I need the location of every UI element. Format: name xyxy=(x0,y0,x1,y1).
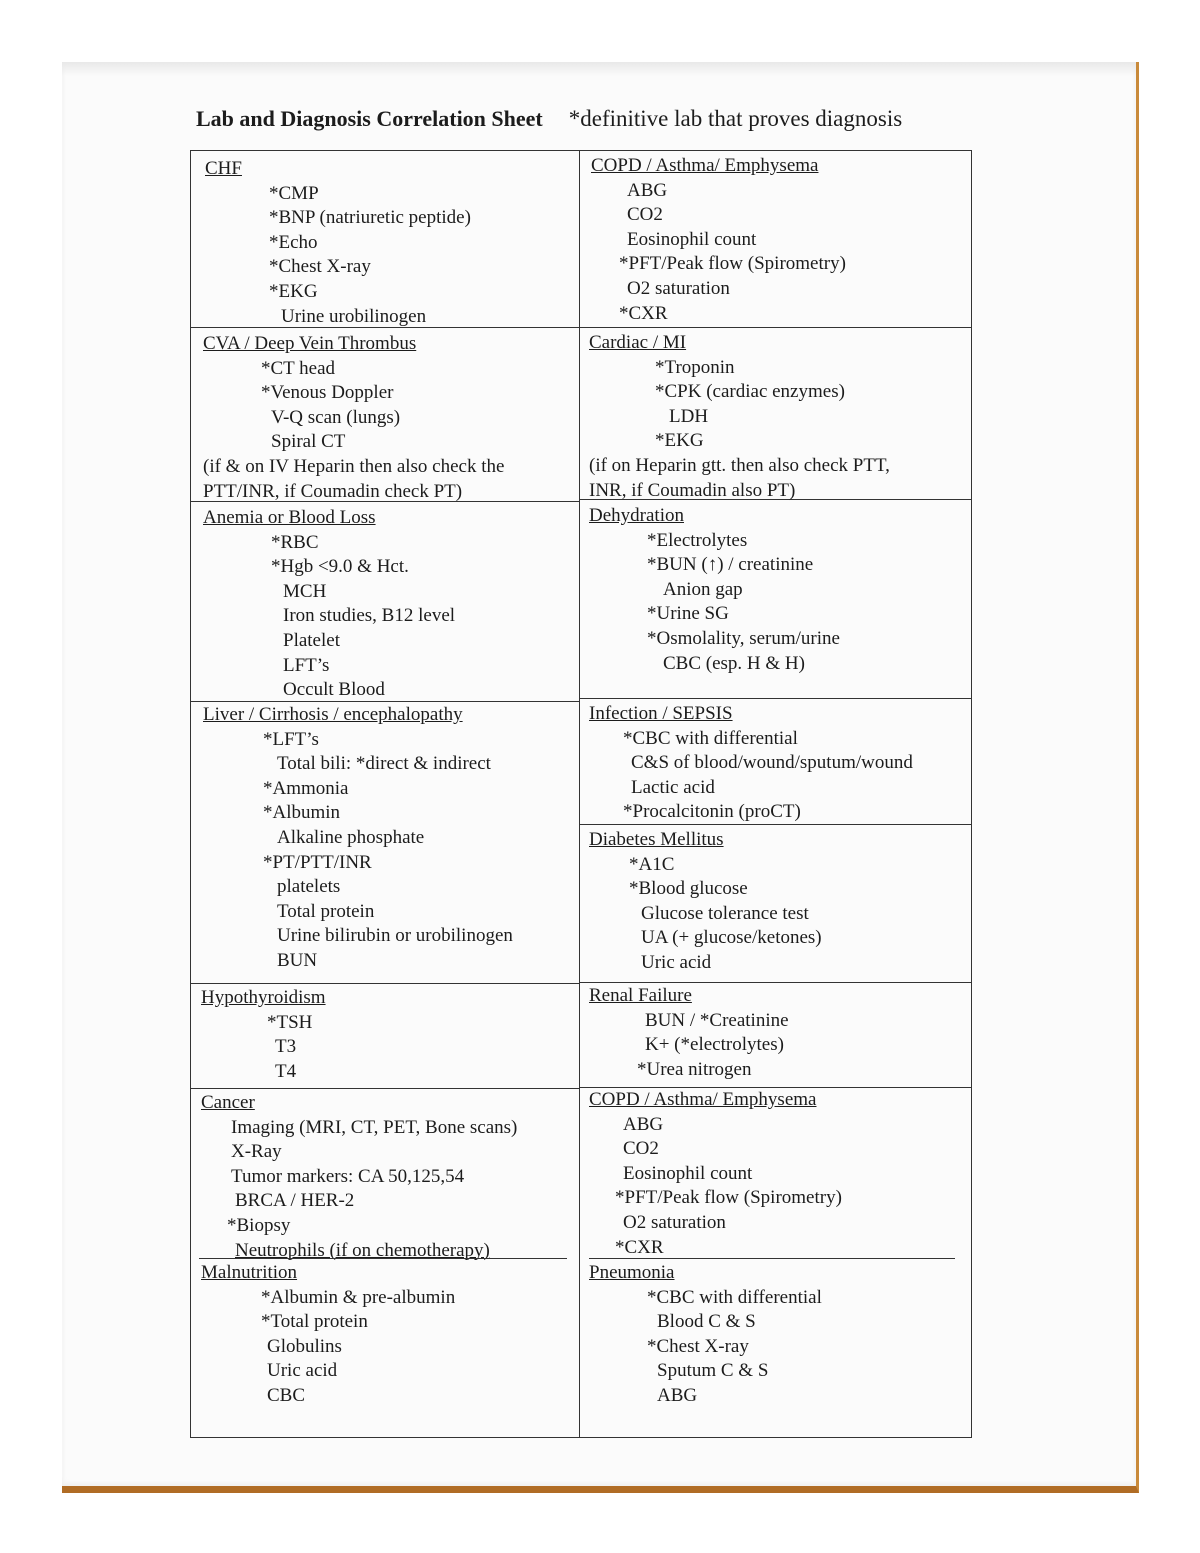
lab-item: Uric acid xyxy=(267,1360,338,1382)
lab-item: *A1C xyxy=(629,853,675,875)
paper-top-edge xyxy=(62,62,1136,76)
lab-item: *CPK (cardiac enzymes) xyxy=(655,381,845,403)
lab-item: *EKG xyxy=(655,430,704,452)
lab-item: Urine urobilinogen xyxy=(281,305,427,327)
lab-item: LDH xyxy=(669,405,709,427)
lab-item: *TSH xyxy=(267,1011,313,1033)
lab-item: *Electrolytes xyxy=(647,529,748,551)
section-heading: CHF xyxy=(205,158,242,179)
lab-item: *Chest X-ray xyxy=(269,256,371,278)
row-divider xyxy=(579,327,971,328)
section-copd-2 xyxy=(589,1088,842,1260)
lab-item: BUN xyxy=(277,949,318,971)
lab-item: *PT/PTT/INR xyxy=(263,851,372,873)
section-liver xyxy=(203,703,513,974)
lab-item: *Venous Doppler xyxy=(261,382,394,404)
lab-item: *Echo xyxy=(269,231,318,253)
lab-item: O2 saturation xyxy=(623,1211,726,1233)
section-infection xyxy=(589,702,913,825)
section-note: INR, if Coumadin also PT) xyxy=(589,479,796,501)
column-divider xyxy=(579,151,580,1437)
lab-item: *PFT/Peak flow (Spirometry) xyxy=(615,1187,842,1209)
section-heading: Cancer xyxy=(201,1092,255,1113)
lab-item: Platelet xyxy=(283,629,340,651)
section-heading: COPD / Asthma/ Emphysema xyxy=(591,155,819,176)
section-note: (if & on IV Heparin then also check the xyxy=(203,455,505,477)
header xyxy=(196,106,976,138)
lab-item: Total protein xyxy=(277,900,375,922)
section-cancer xyxy=(201,1091,517,1263)
section-copd-1 xyxy=(591,154,846,326)
lab-item: *RBC xyxy=(271,531,319,553)
lab-item: Occult Blood xyxy=(283,679,385,701)
lab-item: K+ (*electrolytes) xyxy=(645,1034,784,1056)
lab-item: Blood C & S xyxy=(657,1311,756,1333)
lab-item: Lactic acid xyxy=(631,776,715,798)
lab-item: Spiral CT xyxy=(271,431,346,453)
lab-item: *Chest X-ray xyxy=(647,1335,749,1357)
lab-item: *Blood glucose xyxy=(629,878,748,900)
section-chf xyxy=(205,157,471,329)
lab-item: V-Q scan (lungs) xyxy=(271,406,401,428)
lab-item: *BNP (natriuretic peptide) xyxy=(269,207,471,229)
lab-item: *EKG xyxy=(269,280,318,302)
section-renal xyxy=(589,984,789,1082)
section-heading: Anemia or Blood Loss xyxy=(203,507,376,528)
lab-item: *CMP xyxy=(269,182,319,204)
lab-item: Neutrophils (if on chemotherapy) xyxy=(235,1239,490,1261)
section-separator xyxy=(589,1258,955,1259)
lab-item: Alkaline phosphate xyxy=(277,826,425,848)
lab-item: *PFT/Peak flow (Spirometry) xyxy=(619,253,846,275)
section-heading: Hypothyroidism xyxy=(201,987,326,1008)
section-anemia xyxy=(203,506,455,703)
lab-item: CBC (esp. H & H) xyxy=(663,652,805,674)
lab-item: *Troponin xyxy=(655,356,735,378)
lab-item: *LFT’s xyxy=(263,728,319,750)
section-cardiac xyxy=(589,331,890,503)
section-heading: Cardiac / MI xyxy=(589,332,687,353)
page-subtitle: *definitive lab that proves diagnosis xyxy=(568,106,903,131)
lab-item: *Albumin xyxy=(263,802,341,824)
row-divider xyxy=(191,1088,579,1089)
section-note: (if on Heparin gtt. then also check PTT, xyxy=(589,454,890,476)
section-heading: Dehydration xyxy=(589,505,684,526)
lab-item: ABG xyxy=(627,179,668,201)
section-heading: Malnutrition xyxy=(201,1262,298,1283)
lab-item: MCH xyxy=(283,580,327,602)
lab-item: Globulins xyxy=(267,1335,342,1357)
lab-item: *CBC with differential xyxy=(647,1286,822,1308)
lab-item: Eosinophil count xyxy=(627,228,757,250)
lab-item: Uric acid xyxy=(641,951,712,973)
lab-item: *Hgb <9.0 & Hct. xyxy=(271,556,409,578)
lab-item: LFT’s xyxy=(283,654,330,676)
lab-item: BRCA / HER-2 xyxy=(235,1190,355,1212)
lab-item: platelets xyxy=(277,876,341,898)
lab-item: *Osmolality, serum/urine xyxy=(647,627,840,649)
lab-item: Urine bilirubin or urobilinogen xyxy=(277,925,513,947)
lab-item: ABG xyxy=(657,1384,698,1406)
row-divider xyxy=(579,698,971,699)
lab-item: Sputum C & S xyxy=(657,1360,769,1382)
section-cva xyxy=(203,332,504,504)
lab-item: C&S of blood/wound/sputum/wound xyxy=(631,752,913,774)
lab-item: Iron studies, B12 level xyxy=(283,605,456,627)
lab-item: T4 xyxy=(275,1060,297,1082)
lab-item: UA (+ glucose/ketones) xyxy=(641,927,822,949)
lab-item: Imaging (MRI, CT, PET, Bone scans) xyxy=(231,1116,518,1138)
lab-item: CO2 xyxy=(627,204,663,226)
section-heading: Renal Failure xyxy=(589,985,692,1006)
lab-item: *CXR xyxy=(619,302,668,324)
lab-item: Anion gap xyxy=(663,578,743,600)
lab-item: *Ammonia xyxy=(263,777,349,799)
lab-item: X-Ray xyxy=(231,1141,282,1163)
row-divider xyxy=(579,982,971,983)
correlation-table xyxy=(190,150,972,1438)
lab-item: *CT head xyxy=(261,357,336,379)
section-heading: COPD / Asthma/ Emphysema xyxy=(589,1089,817,1110)
lab-item: BUN / *Creatinine xyxy=(645,1009,789,1031)
section-hypothyroidism xyxy=(201,986,326,1084)
lab-item: Total bili: *direct & indirect xyxy=(277,753,491,775)
section-heading: Pneumonia xyxy=(589,1262,675,1283)
page-title: Lab and Diagnosis Correlation Sheet xyxy=(196,106,543,131)
section-diabetes xyxy=(589,828,822,976)
section-heading: Infection / SEPSIS xyxy=(589,703,733,724)
lab-item: Tumor markers: CA 50,125,54 xyxy=(231,1165,465,1187)
lab-item: Glucose tolerance test xyxy=(641,902,809,924)
lab-item: CBC xyxy=(267,1384,306,1406)
section-heading: CVA / Deep Vein Thrombus xyxy=(203,333,417,354)
section-pneumonia xyxy=(589,1261,822,1409)
section-heading: Liver / Cirrhosis / encephalopathy xyxy=(203,704,463,725)
lab-item: *Procalcitonin (proCT) xyxy=(623,801,801,823)
section-heading: Diabetes Mellitus xyxy=(589,829,724,850)
lab-item: CO2 xyxy=(623,1138,659,1160)
lab-item: ABG xyxy=(623,1113,664,1135)
section-malnutrition xyxy=(201,1261,455,1409)
lab-item: *Total protein xyxy=(261,1311,368,1333)
lab-item: *CXR xyxy=(615,1236,664,1258)
section-separator xyxy=(199,1258,567,1259)
lab-item: *Biopsy xyxy=(227,1214,291,1236)
section-dehydration xyxy=(589,504,840,676)
lab-item: *Urea nitrogen xyxy=(637,1058,752,1080)
section-note: PTT/INR, if Coumadin check PT) xyxy=(203,480,463,502)
lab-item: *Albumin & pre-albumin xyxy=(261,1286,456,1308)
lab-item: T3 xyxy=(275,1036,297,1058)
lab-item: *Urine SG xyxy=(647,603,729,625)
lab-item: *CBC with differential xyxy=(623,727,798,749)
lab-item: Eosinophil count xyxy=(623,1162,753,1184)
row-divider xyxy=(191,983,579,984)
lab-item: *BUN (↑) / creatinine xyxy=(647,554,814,576)
lab-item: O2 saturation xyxy=(627,277,730,299)
